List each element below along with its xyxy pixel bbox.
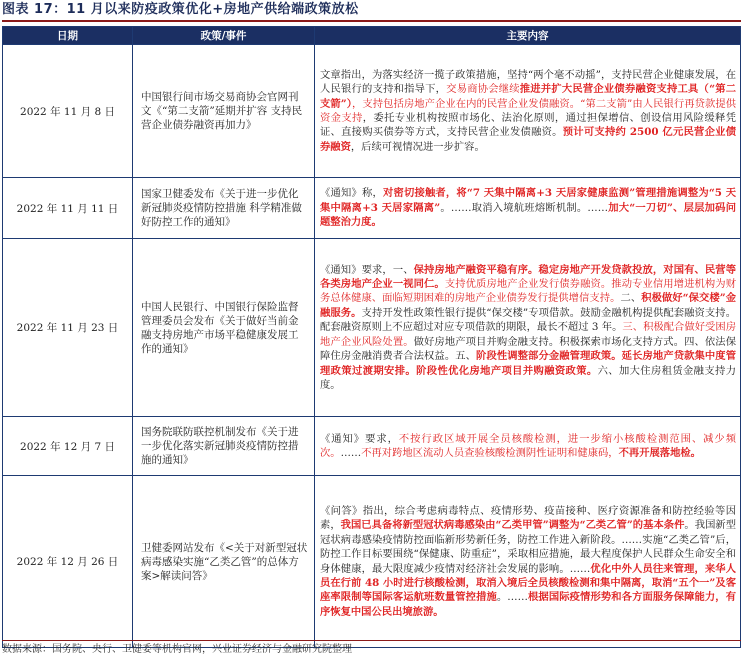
row-policy: [133, 417, 315, 476]
content-segment: ，支持包括房地产企业在内的民营企业发债融资。“第二支箭”由人民银行再贷款提供资金支持: [320, 97, 736, 124]
content-segment: 不按行政区域开展全员核酸检测，进一步缩小核酸检测范围、减少频次。: [320, 432, 737, 459]
content-segment: ，后续可视情况进一步扩容。: [350, 140, 485, 153]
content-segment: 二、: [620, 292, 642, 305]
table-row: [3, 45, 741, 178]
content-segment: 三、积极配合做好受困房地产企业风险处置。: [320, 321, 736, 348]
row-content: [315, 178, 741, 239]
row-content-text: [315, 185, 740, 230]
header-content: 主要内容: [315, 27, 741, 45]
row-policy: [133, 239, 315, 417]
content-segment: 支持开发性政策性银行提供“保交楼”专项借款。鼓励金融机构提供配套融资支持。配套融资原则上不应超过对应专项借款的期限，最长不超过 3 年。: [320, 306, 736, 334]
content-segment: 预计可支持约 2500 亿元民营企业债券融资: [320, 126, 737, 153]
content-segment: 《通知》要求，一、: [320, 263, 414, 276]
content-segment: 加大“一刀切”、层层加码问题整治力度。: [320, 201, 736, 229]
content-segment: 保持房地产融资平稳有序。稳定房地产开发贷款投放，对国有、民营等各类房地产企业一视同仁。: [320, 263, 736, 291]
content-segment: 文章指出，为落实经济一揽子政策措施，坚持“两个毫不动摇”，支持民营企业健康发展，在人民银行的支持和指导下，: [320, 68, 736, 96]
content-segment: 。……: [496, 591, 528, 604]
content-segment: 积极做好“保交楼”金融服务。: [320, 292, 736, 319]
table-row: [3, 417, 741, 476]
row-policy-text: 国家卫健委发布《关于进一步优化新冠肺炎疫情防控措施 科学精准做好防控工作的通知》: [141, 188, 302, 228]
content-segment: 交易商协会继续: [446, 83, 520, 96]
content-segment: 取消“五个一”及客座率限制等国际客运航班数量管控措施: [320, 576, 736, 604]
row-date: 2022 年 12 月 7 日: [3, 417, 133, 476]
row-date: 2022 年 11 月 23 日: [3, 239, 133, 417]
row-content-text: [315, 503, 740, 620]
header-policy: 政策/事件: [133, 27, 315, 45]
row-content-text: [315, 431, 740, 462]
row-content: [315, 417, 741, 476]
content-segment: 。我国新型冠状病毒感染疫情防控面临新形势新任务，防控工作进入新阶段。……实施“乙类乙管”后，防控工作目标要围绕“保健康、防重症”，采取相应措施，最大程度保护人民群众生命安全和身体健康，最大限度减少疫情对经济社会发展的影响。……: [320, 519, 737, 575]
content-segment: 做好房地产项目并购金融支持。积极探索市场化支持方式。四、依法保障住房金融消费者合法权益。: [320, 335, 736, 363]
row-date: 2022 年 11 月 8 日: [3, 45, 133, 178]
row-content: [315, 45, 741, 178]
content-segment: 不再开展落地检。: [618, 447, 701, 459]
table-row: [3, 178, 741, 239]
content-segment: ……: [340, 447, 362, 459]
row-date: 2022 年 12 月 26 日: [3, 476, 133, 648]
content-segment: 根据国际疫情形势和各方面服务保障能力，有序恢复中国公民出境旅游。: [320, 591, 737, 618]
header-date: 日期: [3, 27, 133, 45]
content-segment: 支持优质房地产企业发行债券融资。推动专业信用增进机构为财务总体健康、面临短期困难的房地产企业债券发行提供增信支持。: [320, 278, 737, 305]
content-segment: 六、加大住房租赁金融支持力度。: [320, 364, 737, 391]
row-policy-text: 中国人民银行、中国银行保险监督管理委员会发布《关于做好当前金融支持房地产市场平稳健康发展工作的通知》: [141, 300, 299, 355]
content-segment: 推进并扩大民营企业债券融资支持工具（“第二支箭”）: [320, 83, 737, 110]
row-content-text: [315, 262, 740, 394]
content-segment: ，委托专业机构按照市场化、法治化原则，通过担保增信、创设信用风险缓释凭证、直接购买债券等方式，支持民营企业发债融资。: [320, 112, 737, 139]
row-policy: [133, 178, 315, 239]
content-segment: 不再对跨地区流动人员查验核酸检测阴性证明和健康码，: [361, 447, 619, 459]
policy-table: [2, 26, 741, 648]
content-segment: 优化中外人员往来管理，来华人员在行前 48 小时进行核酸检测，取消入境后全员核酸检测和集中隔离，: [320, 562, 737, 589]
content-segment: 《通知》要求，: [320, 432, 399, 445]
row-policy-text: 卫健委网站发布《<关于对新型冠状病毒感染实施“乙类乙管”的总体方案>解读问答》: [141, 541, 308, 582]
row-content-text: [315, 67, 740, 155]
row-policy: [133, 476, 315, 648]
content-segment: 《问答》指出，综合考虑病毒特点、疫情形势、疫苗接种、医疗资源准备和防控经验等因素，: [320, 504, 736, 532]
row-date: 2022 年 11 月 11 日: [3, 178, 133, 239]
row-content: [315, 239, 741, 417]
content-segment: 阶段性调整部分金融管理政策。延长房地产贷款集中度管理政策过渡期安排。阶段性优化房地产项目并购融资政策。: [320, 350, 737, 377]
content-segment: 。……取消入境航班熔断机制。……: [440, 201, 609, 214]
figure-title: 图表 17：11 月以来防疫政策优化+房地产供给端政策放松: [2, 0, 741, 22]
content-segment: 《通知》称，: [320, 187, 383, 200]
row-policy: [133, 45, 315, 178]
row-policy-text: 中国银行间市场交易商协会官网刊文《“第二支箭”延期并扩容 支持民营企业债券融资再加力》: [141, 91, 303, 131]
content-segment: 我国已具备将新型冠状病毒感染由“乙类甲管”调整为“乙类乙管”的基本条件: [340, 519, 685, 532]
row-policy-text: 国务院联防联控机制发布《关于进一步优化落实新冠肺炎疫情防控措施的通知》: [141, 426, 299, 466]
content-segment: 对密切接触者，将“7 天集中隔离+3 天居家健康监测”管理措施调整为“5 天集中隔离+3 天居家隔离”: [320, 187, 736, 214]
content-segment: 五、: [455, 350, 477, 363]
row-content: [315, 476, 741, 648]
table-row: [3, 239, 741, 417]
source-note: 数据来源：国务院、央行、卫健委等机构官网，兴业证券经济与金融研究院整理: [2, 640, 741, 657]
table-row: [3, 476, 741, 648]
table-header-row: [3, 27, 741, 45]
